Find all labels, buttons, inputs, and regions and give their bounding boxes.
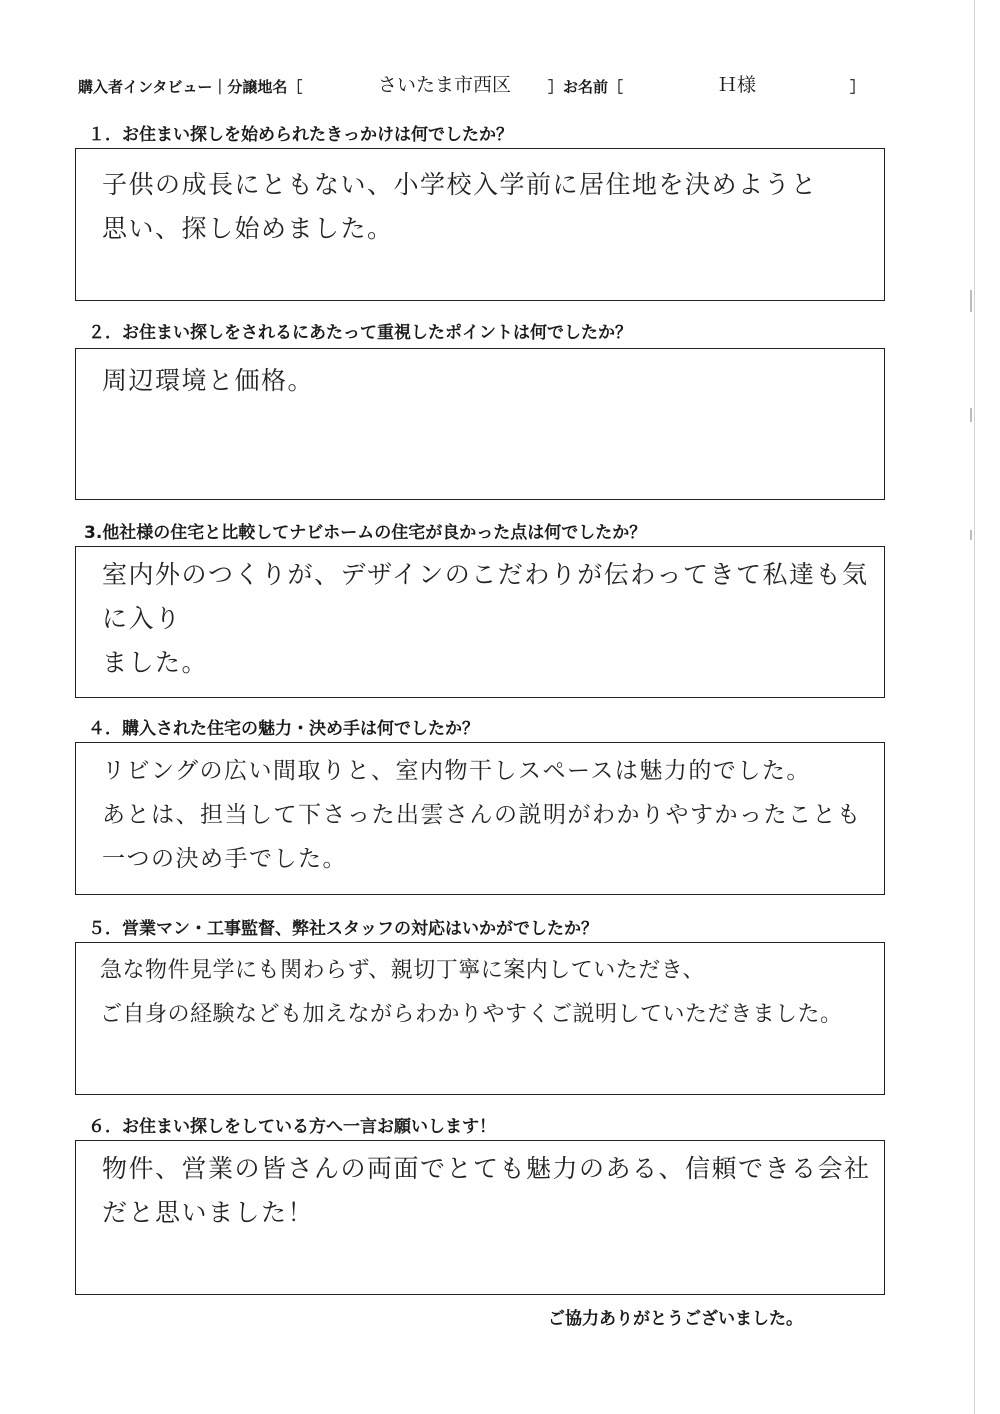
question-1: １．お住まい探しを始められたきっかけは何でしたか？ — [88, 125, 513, 145]
answer-box-3 — [75, 546, 885, 698]
scan-edge-mark — [970, 290, 972, 312]
answer-box-4 — [75, 742, 885, 895]
answer-4: リビングの広い間取りと、室内物干しスペースは魅力的でした。 あとは、担当して下さった出雲さんの説明がわかりやすかったことも 一つの決め手でした。 — [102, 758, 862, 872]
answer-6: 物件、営業の皆さんの両面でとても魅力のある、信頼できる会社 だと思いました！ — [102, 1154, 871, 1227]
development-location: さいたま市西区 — [378, 74, 512, 96]
answer-2: 周辺環境と価格。 — [102, 366, 315, 395]
customer-name: Ｈ様 — [718, 74, 757, 96]
question-6: ６．お住まい探しをしている方へ一言お願いします！ — [88, 1117, 496, 1137]
question-2: ２．お住まい探しをされるにあたって重視したポイントは何でしたか？ — [88, 323, 632, 343]
scan-edge-mark — [970, 530, 972, 540]
answer-box-2 — [75, 348, 885, 500]
answer-box-1 — [75, 148, 885, 301]
closing-message: ご協力ありがとうございました。 — [548, 1309, 803, 1329]
answer-box-5 — [75, 942, 885, 1095]
answer-3: 室内外のつくりが、デザインのこだわりが伝わってきて私達も気に入り ました。 — [102, 560, 869, 677]
answer-1: 子供の成長にともない、小学校入学前に居住地を決めようと 思い、探し始めました。 — [102, 170, 818, 243]
question-3: 3.他社様の住宅と比較してナビホームの住宅が良かった点は何でしたか？ — [84, 523, 647, 543]
name-close-bracket: ］ — [850, 78, 866, 96]
interview-header — [78, 66, 878, 102]
question-5: ５．営業マン・工事監督、弊社スタッフの対応はいかがでしたか？ — [88, 919, 598, 939]
answer-5: 急な物件見学にも関わらず、親切丁寧に案内していただき、 ご自身の経験なども加えながらわかりやすくご説明していただきました。 — [100, 958, 843, 1027]
name-label: ］お名前［ — [548, 78, 624, 96]
header-title: 購入者インタビュー｜分譲地名［ — [78, 78, 303, 96]
answer-box-6 — [75, 1140, 885, 1295]
question-4: ４．購入された住宅の魅力・決め手は何でしたか？ — [88, 719, 479, 739]
scan-edge-line — [974, 0, 975, 1414]
scan-edge-mark — [970, 408, 972, 422]
